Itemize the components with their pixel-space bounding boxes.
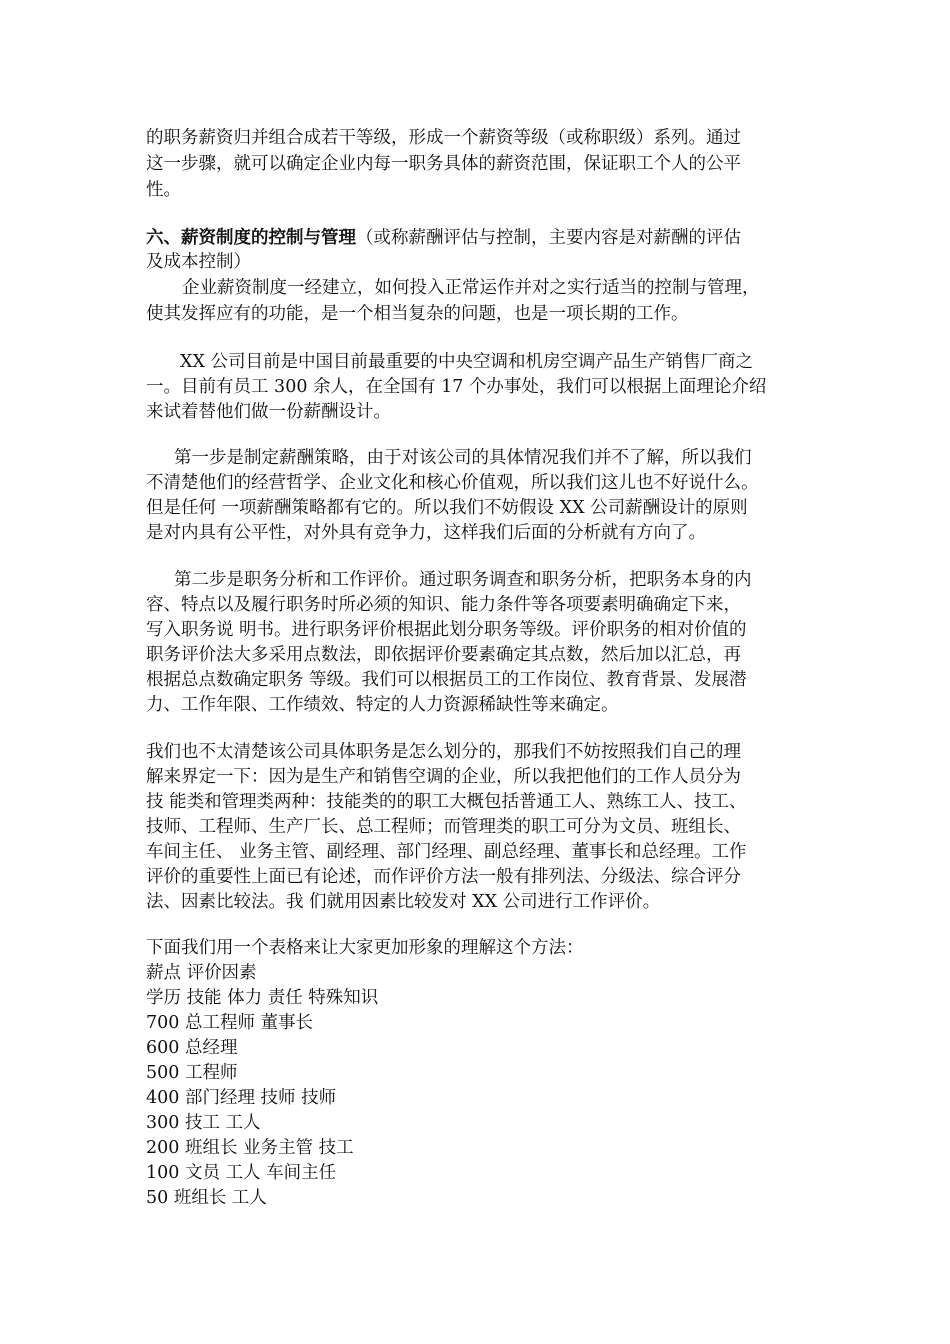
paragraph-line: 这一步骤，就可以确定企业内每一职务具体的薪资范围，保证职工个人的公平 [146, 154, 741, 174]
section-heading [146, 226, 741, 250]
table-row: 300 技工 工人 [146, 1113, 261, 1133]
section-subtitle: （或称薪酬评估与控制，主要内容是对薪酬的评估 [356, 228, 741, 248]
table-row: 100 文员 工人 车间主任 [146, 1163, 337, 1183]
paragraph-line: 企业薪资制度一经建立，如何投入正常运作并对之实行适当的控制与管理， [182, 278, 760, 298]
paragraph-line: 力、工作年限、工作绩效、特定的人力资源稀缺性等来确定。 [146, 695, 619, 715]
paragraph-line: 是对内具有公平性，对外具有竞争力，这样我们后面的分析就有方向了。 [146, 523, 706, 543]
paragraph-line: 性。 [146, 180, 181, 200]
paragraph-line: 第二步是职务分析和工作评价。通过职务调查和职务分析，把职务本身的内 [174, 570, 752, 590]
table-row: 400 部门经理 技师 技师 [146, 1088, 337, 1108]
table-intro: 下面我们用一个表格来让大家更加形象的理解这个方法： [146, 938, 584, 958]
table-row: 600 总经理 [146, 1038, 238, 1058]
paragraph-line: 但是任何 一项薪酬策略都有它的。所以我们不妨假设 XX 公司薪酬设计的原则 [146, 498, 748, 518]
paragraph-line: 一。目前有员工 300 余人，在全国有 17 个办事处，我们可以根据上面理论介绍 [146, 377, 767, 397]
paragraph-line: 第一步是制定薪酬策略，由于对该公司的具体情况我们并不了解，所以我们 [174, 448, 752, 468]
table-row: 50 班组长 工人 [146, 1188, 267, 1208]
paragraph-line: 的职务薪资归并组合成若干等级，形成一个薪资等级（或称职级）系列。通过 [146, 128, 741, 148]
paragraph-line: 我们也不太清楚该公司具体职务是怎么划分的，那我们不妨按照我们自己的理 [146, 742, 741, 762]
paragraph-line: 解来界定一下：因为是生产和销售空调的企业，所以我把他们的工作人员分为 [146, 767, 741, 787]
paragraph-line: 不清楚他们的经营哲学、企业文化和核心价值观，所以我们这儿也不好说什么。 [146, 473, 759, 493]
table-header-line: 薪点 评价因素 [146, 963, 257, 983]
paragraph-line: 技师、工程师、生产厂长、总工程师；而管理类的职工可分为文员、班组长、 [146, 817, 741, 837]
paragraph-line: 车间主任、 业务主管、副经理、部门经理、副总经理、董事长和总经理。工作 [146, 842, 747, 862]
paragraph-line: 职务评价法大多采用点数法，即依据评价要素确定其点数，然后加以汇总，再 [146, 645, 741, 665]
paragraph-line: 来试着替他们做一份薪酬设计。 [146, 402, 391, 422]
section-subtitle-line: 及成本控制） [146, 252, 251, 272]
table-row: 500 工程师 [146, 1063, 238, 1083]
paragraph-line: 写入职务说 明书。进行职务评价根据此划分职务等级。评价职务的相对价值的 [146, 620, 747, 640]
paragraph-line: 使其发挥应有的功能，是一个相当复杂的问题，也是一项长期的工作。 [146, 304, 689, 324]
paragraph-line: 评价的重要性上面已有论述，而作评价方法一般有排列法、分级法、综合评分 [146, 867, 741, 887]
table-row: 700 总工程师 董事长 [146, 1013, 314, 1033]
paragraph-line: 法、因素比较法。我 们就用因素比较发对 XX 公司进行工作评价。 [146, 892, 661, 912]
paragraph-line: 技 能类和管理类两种：技能类的的职工大概包括普通工人、熟练工人、技工、 [146, 792, 747, 812]
table-header-line: 学历 技能 体力 责任 特殊知识 [146, 988, 379, 1008]
paragraph-line: 容、特点以及履行职务时所必须的知识、能力条件等各项要素明确确定下来， [146, 595, 741, 615]
paragraph-line: 根据总点数确定职务 等级。我们可以根据员工的工作岗位、教育背景、发展潜 [146, 670, 747, 690]
paragraph-line: XX 公司目前是中国目前最重要的中央空调和机房空调产品生产销售厂商之 [180, 352, 753, 372]
section-title: 六、薪资制度的控制与管理 [146, 228, 356, 248]
table-row: 200 班组长 业务主管 技工 [146, 1138, 354, 1158]
